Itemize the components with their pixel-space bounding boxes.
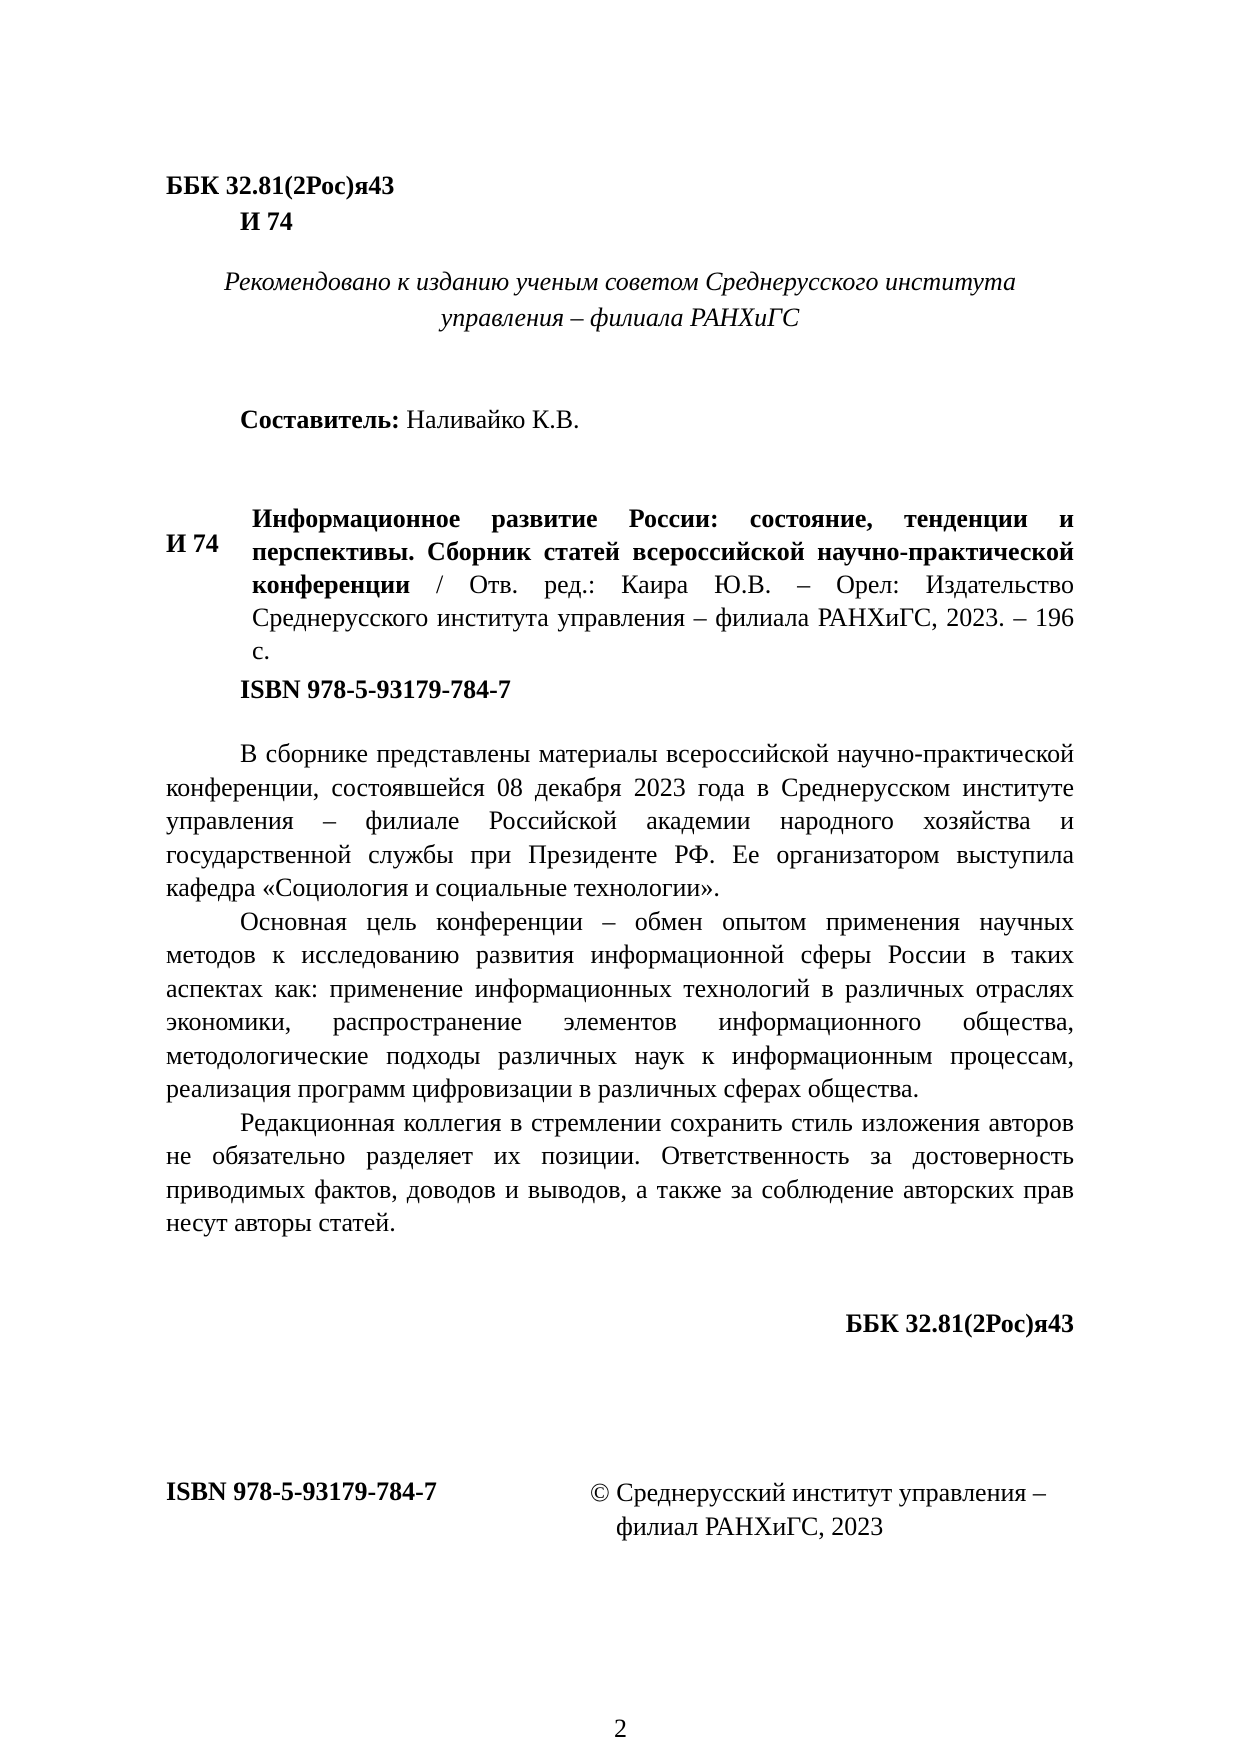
catalog-card-sign: И 74: [166, 529, 219, 558]
compiler-name: Наливайко К.В.: [406, 405, 580, 434]
abstract-paragraph: В сборнике представлены материалы всероссийской научно-практической конференции, состоявшейся 08 декабря 2023 года в Среднерусском институте управления – филиале Российской академии народного хозяйства и государственной службы при Президенте РФ. Ее организатором выступила кафедра «Социология и социальные технологии».: [166, 739, 1074, 902]
bbk-code-footer: ББК 32.81(2Рос)я43: [845, 1309, 1074, 1338]
compiler-label: Составитель:: [240, 405, 400, 434]
book-details: / Отв. ред.: Каира Ю.В. – Орел: Издательство Среднерусского института управления – филиала РАНХиГС, 2023. – 196 с.: [252, 570, 1074, 665]
copyright-line-2: филиал РАНХиГС, 2023: [616, 1512, 884, 1541]
abstract-paragraph: Основная цель конференции – обмен опытом применения научных методов к исследованию развития информационной сферы России в таких аспектах как: применение информационных технологий в различных отраслях экономики, распространение элементов информационного общества, методологические подходы различных наук к информационным процессам, реализация программ цифровизации в различных сферах общества.: [166, 906, 1074, 1103]
page-number: 2: [614, 1714, 627, 1743]
copyright-notice: [590, 1476, 1082, 1544]
footer-isbn: ISBN 978-5-93179-784-7: [166, 1477, 437, 1506]
compiler-line: [240, 402, 580, 438]
copyright-line-1: © Среднерусский институт управления –: [590, 1478, 1046, 1507]
author-sign: И 74: [240, 207, 293, 236]
recommendation-note: Рекомендовано к изданию ученым советом Среднерусского института управления – филиала РАНХиГС: [224, 267, 1016, 332]
abstract: [166, 737, 1074, 1240]
bibliographic-description: [252, 502, 1074, 667]
book-title: Информационное развитие России: состояние, тенденции и перспективы. Сборник статей всероссийской научно-практической конференции: [252, 504, 1074, 599]
catalog-card-isbn: ISBN 978-5-93179-784-7: [240, 675, 511, 704]
bbk-code: ББК 32.81(2Рос)я43: [166, 171, 395, 200]
abstract-paragraph: Редакционная коллегия в стремлении сохранить стиль изложения авторов не обязательно разделяет их позиции. Ответственность за достоверность приводимых фактов, доводов и выводов, а также за соблюдение авторских прав несут авторы статей.: [166, 1107, 1074, 1237]
